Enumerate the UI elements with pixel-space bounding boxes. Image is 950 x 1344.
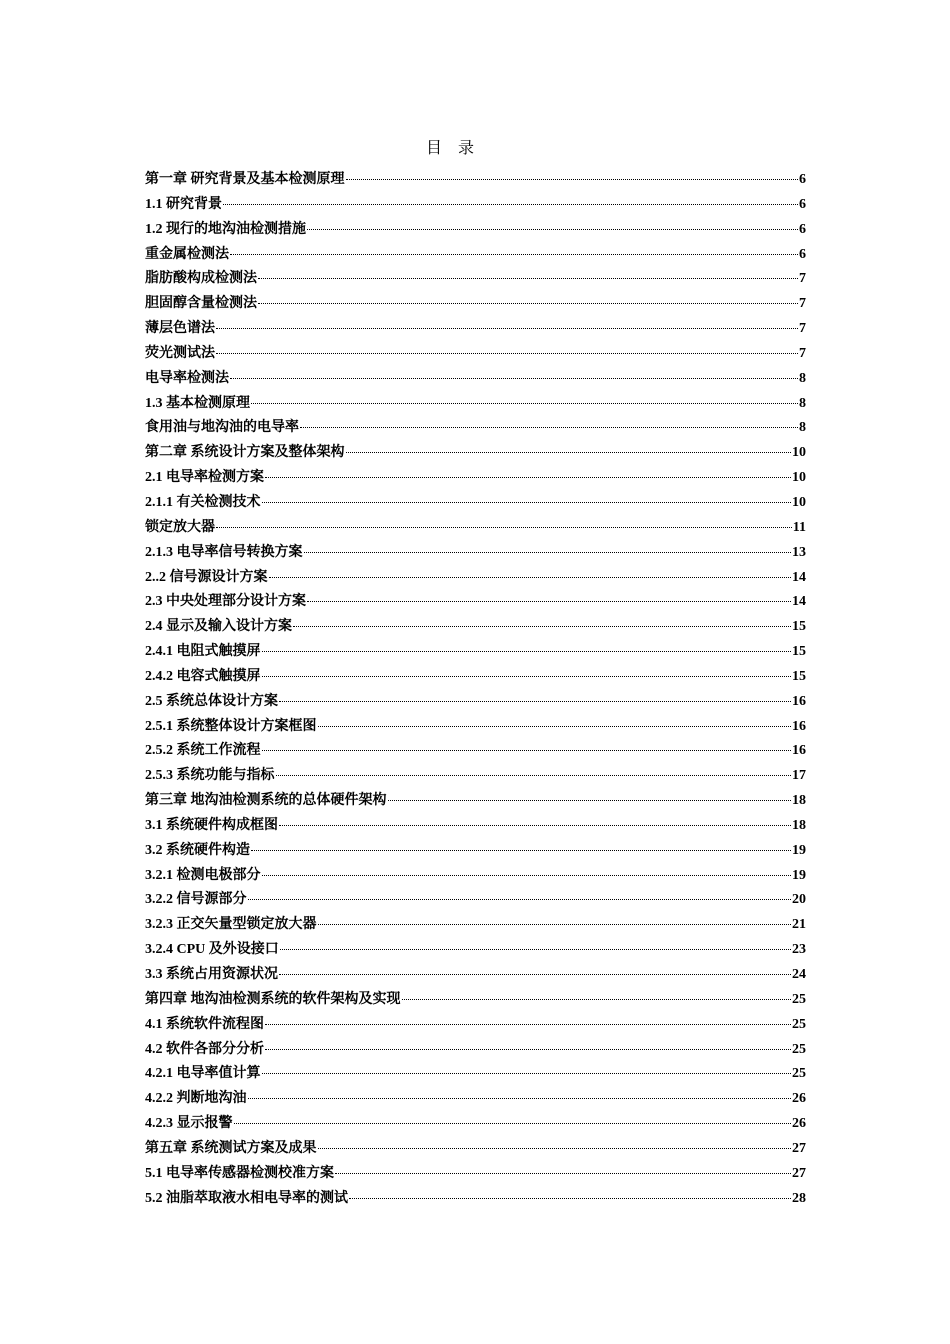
toc-entry[interactable]	[145, 1038, 806, 1063]
toc-entry[interactable]	[145, 814, 806, 839]
toc-entry-title: 第一章 研究背景及基本检测原理	[145, 172, 345, 187]
dot-leader	[300, 427, 798, 428]
toc-entry-title: 2.3 中央处理部分设计方案	[145, 594, 306, 610]
dot-leader	[258, 278, 798, 279]
dot-leader	[293, 626, 791, 627]
dot-leader	[216, 527, 792, 528]
dot-leader	[307, 229, 798, 230]
toc-entry-page-number: 15	[792, 644, 806, 660]
dot-leader	[349, 1198, 791, 1199]
toc-entry[interactable]	[145, 292, 806, 317]
toc-entry[interactable]	[145, 392, 806, 417]
toc-entry-title: 1.2 现行的地沟油检测措施	[145, 221, 306, 237]
toc-entry[interactable]	[145, 168, 806, 193]
toc-entry[interactable]	[145, 1013, 806, 1038]
toc-entry-title: 2.4.2 电容式触摸屏	[145, 668, 261, 684]
toc-entry[interactable]	[145, 1162, 806, 1187]
dot-leader	[279, 825, 791, 826]
toc-entry-title: 第五章 系统测试方案及成果	[145, 1140, 317, 1156]
dot-leader	[269, 577, 792, 578]
toc-entry-page-number: 8	[799, 420, 806, 436]
dot-leader	[216, 328, 798, 329]
toc-entry[interactable]	[145, 988, 806, 1013]
toc-entry[interactable]	[145, 640, 806, 665]
toc-entry-title: 3.2.4 CPU 及外设接口	[145, 942, 279, 958]
toc-entry-title: 4.2.3 显示报警	[145, 1116, 233, 1132]
toc-entry-page-number: 16	[792, 743, 806, 759]
toc-entry[interactable]	[145, 243, 806, 268]
toc-entry-page-number: 23	[792, 942, 806, 958]
toc-entry[interactable]	[145, 193, 806, 218]
toc-entry[interactable]	[145, 1137, 806, 1162]
toc-entry[interactable]	[145, 888, 806, 913]
toc-entry[interactable]	[145, 466, 806, 491]
table-of-contents	[145, 168, 806, 1211]
toc-entry-page-number: 14	[792, 569, 806, 585]
toc-entry-title: 3.2.3 正交矢量型锁定放大器	[145, 917, 317, 933]
toc-entry[interactable]	[145, 715, 806, 740]
toc-entry[interactable]	[145, 590, 806, 615]
dot-leader	[258, 303, 798, 304]
dot-leader	[276, 775, 792, 776]
toc-entry-title: 胆固醇含量检测法	[145, 296, 257, 312]
toc-entry[interactable]	[145, 566, 806, 591]
dot-leader	[318, 1148, 792, 1149]
toc-entry-page-number: 17	[792, 768, 806, 784]
toc-entry-title: 4.2.1 电导率值计算	[145, 1066, 261, 1082]
toc-entry-page-number: 15	[792, 668, 806, 684]
toc-entry-title: 第二章 系统设计方案及整体架构	[145, 445, 345, 461]
dot-leader	[318, 726, 792, 727]
toc-entry-page-number: 27	[792, 1140, 806, 1156]
toc-entry[interactable]	[145, 1062, 806, 1087]
dot-leader	[251, 850, 791, 851]
toc-entry-page-number: 27	[792, 1165, 806, 1181]
dot-leader	[262, 875, 792, 876]
dot-leader	[304, 552, 792, 553]
toc-entry-page-number: 10	[792, 445, 806, 461]
dot-leader	[216, 353, 798, 354]
toc-entry-title: 3.2.2 信号源部分	[145, 892, 247, 908]
toc-entry-title: 2.4 显示及输入设计方案	[145, 619, 292, 635]
toc-entry-page-number: 10	[792, 470, 806, 486]
toc-entry[interactable]	[145, 615, 806, 640]
toc-entry-page-number: 6	[799, 246, 806, 262]
dot-leader	[279, 974, 791, 975]
toc-entry[interactable]	[145, 1087, 806, 1112]
toc-entry-page-number: 8	[799, 395, 806, 411]
dot-leader	[262, 651, 792, 652]
toc-entry-title: 2..2 信号源设计方案	[145, 569, 268, 585]
toc-entry-page-number: 7	[799, 296, 806, 312]
dot-leader	[265, 1024, 791, 1025]
toc-entry-title: 电导率检测法	[145, 370, 229, 386]
toc-entry-page-number: 7	[799, 271, 806, 287]
toc-entry-page-number: 6	[799, 196, 806, 212]
toc-entry-title: 荧光测试法	[145, 345, 215, 361]
toc-entry[interactable]	[145, 541, 806, 566]
toc-entry-title: 3.2.1 检测电极部分	[145, 867, 261, 883]
toc-entry[interactable]	[145, 764, 806, 789]
toc-entry-title: 1.3 基本检测原理	[145, 395, 250, 411]
toc-entry-title: 4.2.2 判断地沟油	[145, 1091, 247, 1107]
toc-entry-page-number: 14	[792, 594, 806, 610]
dot-leader	[280, 949, 791, 950]
toc-entry[interactable]	[145, 342, 806, 367]
dot-leader	[230, 378, 798, 379]
toc-entry[interactable]	[145, 839, 806, 864]
toc-entry-page-number: 19	[792, 842, 806, 858]
toc-entry-page-number: 6	[799, 172, 806, 187]
toc-entry-page-number: 26	[792, 1116, 806, 1132]
toc-entry-page-number: 13	[792, 544, 806, 560]
toc-entry-title: 3.2 系统硬件构造	[145, 842, 250, 858]
toc-entry-title: 2.1 电导率检测方案	[145, 470, 264, 486]
dot-leader	[279, 701, 791, 702]
toc-entry-title: 第四章 地沟油检测系统的软件架构及实现	[145, 991, 401, 1007]
toc-entry-title: 第三章 地沟油检测系统的总体硬件架构	[145, 793, 387, 809]
toc-entry-title: 2.1.3 电导率信号转换方案	[145, 544, 303, 560]
dot-leader	[262, 676, 792, 677]
toc-entry-title: 2.5.3 系统功能与指标	[145, 768, 275, 784]
toc-entry[interactable]	[145, 218, 806, 243]
toc-entry-title: 锁定放大器	[145, 519, 215, 535]
toc-entry[interactable]	[145, 665, 806, 690]
toc-entry[interactable]	[145, 938, 806, 963]
toc-entry-page-number: 10	[792, 494, 806, 510]
dot-leader	[251, 403, 798, 404]
toc-entry-page-number: 20	[792, 892, 806, 908]
toc-entry-title: 脂肪酸构成检测法	[145, 271, 257, 287]
toc-entry-page-number: 25	[792, 1016, 806, 1032]
dot-leader	[346, 452, 792, 453]
toc-entry-page-number: 16	[792, 718, 806, 734]
dot-leader	[262, 1073, 792, 1074]
toc-entry-title: 4.2 软件各部分分析	[145, 1041, 264, 1057]
toc-entry-page-number: 18	[792, 793, 806, 809]
dot-leader	[265, 477, 791, 478]
toc-entry[interactable]	[145, 690, 806, 715]
toc-entry-title: 3.3 系统占用资源状况	[145, 967, 278, 982]
toc-entry-title: 2.5.2 系统工作流程	[145, 743, 261, 759]
toc-entry-page-number: 25	[792, 1066, 806, 1082]
toc-title: 目 录	[425, 140, 480, 157]
toc-entry-title: 5.2 油脂萃取液水相电导率的测试	[145, 1190, 348, 1206]
toc-entry[interactable]	[145, 491, 806, 516]
dot-leader	[307, 601, 791, 602]
toc-entry[interactable]	[145, 864, 806, 889]
dot-leader	[402, 999, 792, 1000]
toc-entry[interactable]	[145, 1112, 806, 1137]
toc-entry[interactable]	[145, 963, 806, 988]
toc-entry[interactable]	[145, 267, 806, 292]
toc-entry-title: 2.4.1 电阻式触摸屏	[145, 644, 261, 660]
toc-entry-page-number: 24	[792, 967, 806, 982]
dot-leader	[262, 502, 792, 503]
toc-entry[interactable]	[145, 317, 806, 342]
toc-entry[interactable]	[145, 516, 806, 541]
toc-entry-page-number: 28	[792, 1190, 806, 1206]
dot-leader	[346, 179, 799, 180]
toc-entry-title: 2.5 系统总体设计方案	[145, 693, 278, 709]
toc-entry[interactable]	[145, 416, 806, 441]
toc-entry-title: 薄层色谱法	[145, 321, 215, 337]
dot-leader	[335, 1173, 791, 1174]
dot-leader	[234, 1123, 792, 1124]
dot-leader	[230, 254, 798, 255]
toc-entry-page-number: 18	[792, 817, 806, 833]
toc-entry-page-number: 19	[792, 867, 806, 883]
dot-leader	[248, 1098, 792, 1099]
toc-entry-title: 4.1 系统软件流程图	[145, 1016, 264, 1032]
toc-entry-page-number: 6	[799, 221, 806, 237]
toc-entry-title: 1.1 研究背景	[145, 196, 222, 212]
toc-entry[interactable]	[145, 789, 806, 814]
toc-entry-title: 5.1 电导率传感器检测校准方案	[145, 1165, 334, 1181]
toc-entry[interactable]	[145, 367, 806, 392]
toc-entry-page-number: 25	[792, 991, 806, 1007]
toc-entry-page-number: 7	[799, 321, 806, 337]
toc-entry-page-number: 16	[792, 693, 806, 709]
toc-entry[interactable]	[145, 913, 806, 938]
dot-leader	[265, 1049, 791, 1050]
toc-entry[interactable]	[145, 739, 806, 764]
toc-entry-page-number: 21	[792, 917, 806, 933]
toc-entry-title: 2.1.1 有关检测技术	[145, 494, 261, 510]
dot-leader	[262, 750, 792, 751]
toc-entry-title: 重金属检测法	[145, 246, 229, 262]
dot-leader	[318, 924, 792, 925]
toc-entry-title: 3.1 系统硬件构成框图	[145, 817, 278, 833]
toc-entry-page-number: 8	[799, 370, 806, 386]
dot-leader	[223, 204, 798, 205]
toc-entry[interactable]	[145, 1187, 806, 1212]
toc-entry[interactable]	[145, 441, 806, 466]
toc-entry-title: 2.5.1 系统整体设计方案框图	[145, 718, 317, 734]
dot-leader	[388, 800, 792, 801]
toc-entry-page-number: 15	[792, 619, 806, 635]
dot-leader	[248, 899, 792, 900]
toc-entry-page-number: 7	[799, 345, 806, 361]
toc-entry-title: 食用油与地沟油的电导率	[145, 420, 299, 436]
toc-entry-page-number: 26	[792, 1091, 806, 1107]
toc-entry-page-number: 11	[792, 519, 806, 535]
toc-entry-page-number: 25	[792, 1041, 806, 1057]
